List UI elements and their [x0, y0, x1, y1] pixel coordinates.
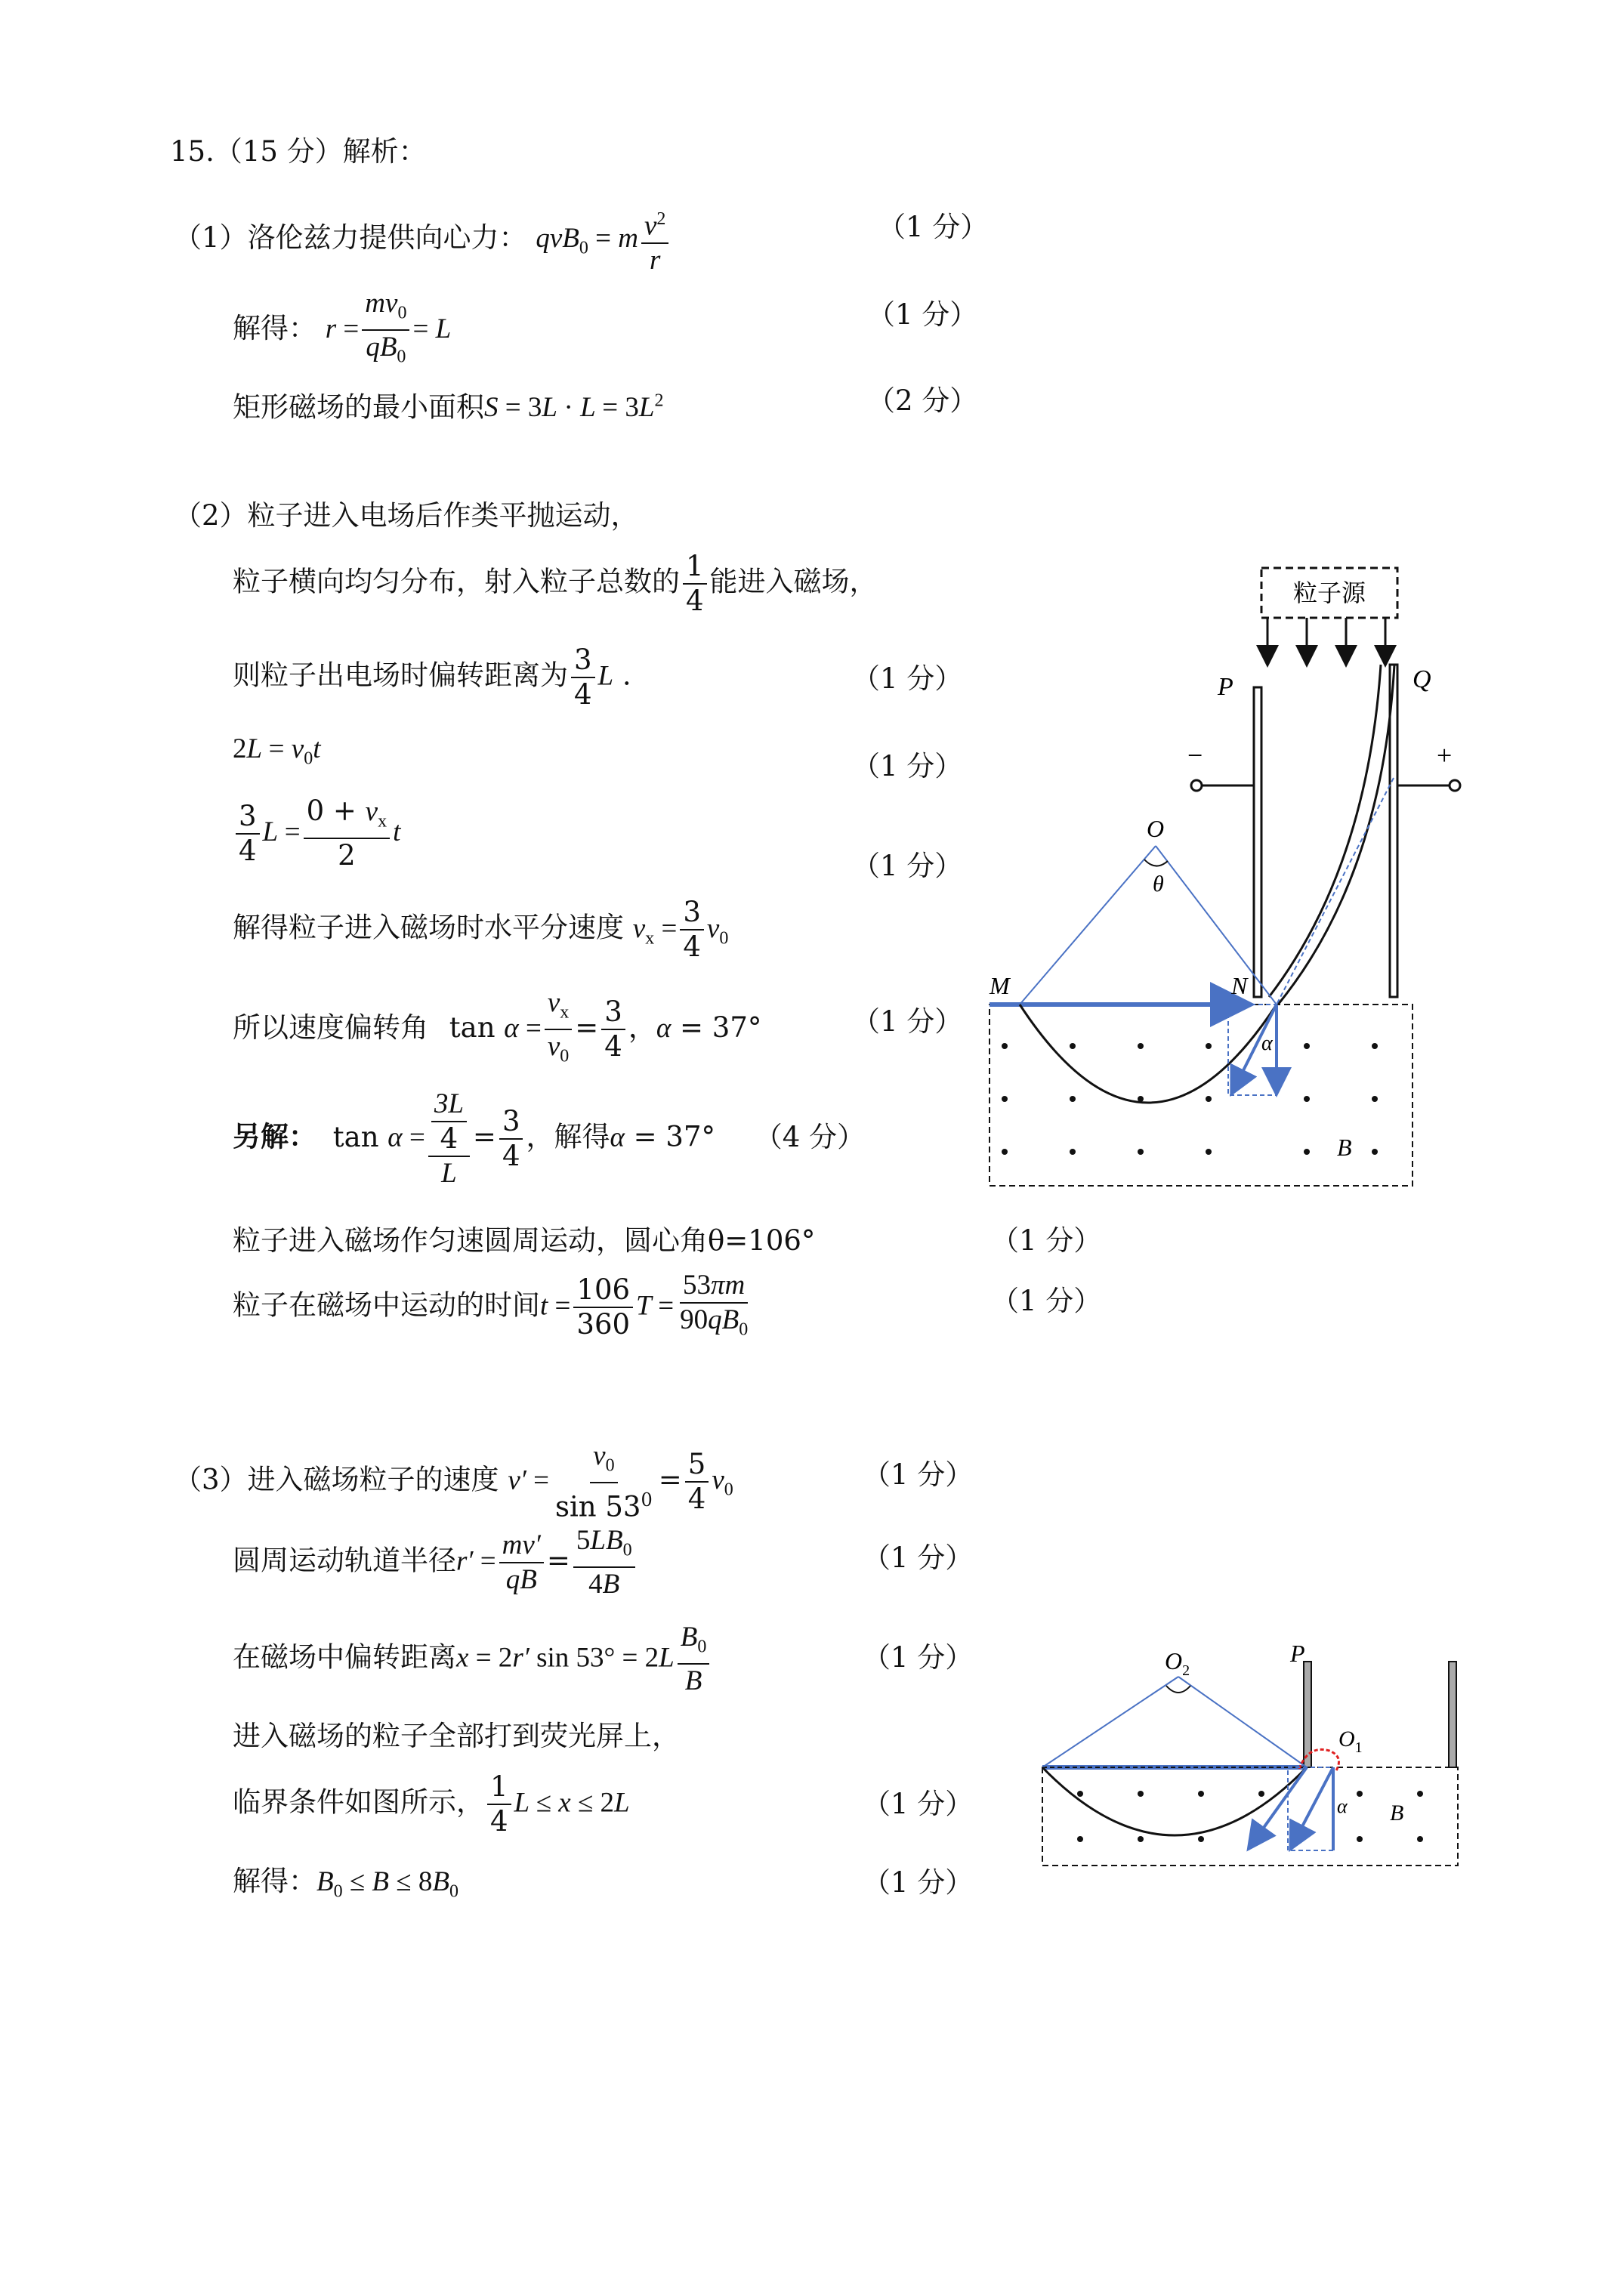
- p2-alt-mid: ，解得: [526, 1120, 610, 1153]
- p2-line4: $2L = v_0t$: [233, 733, 321, 769]
- p2-line3-score: （1 分）: [852, 662, 963, 695]
- figure-2: [1035, 1631, 1473, 1881]
- p1-line1: （1）洛伦兹力提供向心力： qvB$_0$ = m $\frac{v^2}{r}$: [174, 202, 672, 277]
- p3-line6-score: （1 分）: [863, 1866, 974, 1899]
- p2-line5-score: （1 分）: [852, 850, 963, 882]
- p2-line9-label: 粒子进入磁场作匀速圆周运动，圆心角: [233, 1224, 708, 1257]
- p3-line1-score: （1 分）: [863, 1458, 974, 1491]
- svg-text:+: +: [1437, 740, 1453, 770]
- p1-line1-score: （1 分）: [878, 211, 989, 243]
- p3-line3-label: 在磁场中偏转距离: [233, 1640, 456, 1674]
- p2-line10: 粒子在磁场中运动的时间t = $\frac{106}{360}$ T = $\frac{53\pi m}{90qB_0}$: [233, 1270, 749, 1341]
- p2-line9-val: θ=106°: [708, 1224, 816, 1257]
- p2-line4-score: （1 分）: [852, 750, 963, 782]
- p1-line2: 解得： r = $\frac{mv_0}{qB_0}$ = L: [233, 288, 452, 367]
- p3-line5: 临界条件如图所示， $\frac{1}{4}$ L ≤ x ≤ 2L: [233, 1770, 630, 1838]
- p1-line3-label: 矩形磁场的最小面积: [233, 390, 484, 424]
- p2-line5: $\frac{3}{4}$ L = $\frac{0 + v_x}{2}$ t: [233, 795, 400, 872]
- svg-text:B: B: [1390, 1801, 1404, 1825]
- p2-line10-score: （1 分）: [991, 1285, 1102, 1317]
- p2-line9-score: （1 分）: [991, 1224, 1102, 1257]
- p2-line2-a: 粒子横向均匀分布，射入粒子总数的: [233, 565, 680, 598]
- svg-text:N: N: [1231, 972, 1248, 999]
- svg-text:α: α: [1337, 1795, 1348, 1817]
- p2-line7: 所以速度偏转角 tan α = $\frac{v_x}{v_0}$ = $\frac{3}{4}$ ，α = 37°: [233, 987, 762, 1066]
- p1-line2-score: （1 分）: [867, 298, 978, 331]
- svg-text:B: B: [1337, 1134, 1352, 1161]
- p3-line3: 在磁场中偏转距离x = 2r′ sin 53° = 2L $\frac{B_0}{B}$: [233, 1621, 712, 1698]
- p3-line5-score: （1 分）: [863, 1788, 974, 1820]
- p2-line6-label: 解得粒子进入磁场时水平分速度: [233, 911, 624, 944]
- p2-alt: 另解： tan α = $\frac{\frac{3L}{4}}{L}$ = $\frac{3}{4}$ ，解得α = 37° （4 分）: [233, 1088, 866, 1189]
- p3-line2-label: 圆周运动轨道半径: [233, 1544, 456, 1577]
- p2-line3-a: 则粒子出电场时偏转距离为: [233, 659, 568, 692]
- p2-line7-label: 所以速度偏转角: [233, 1011, 428, 1044]
- p2-line9: [233, 1224, 815, 1258]
- problem-title: 15.（15 分）解析：: [170, 135, 427, 168]
- svg-text:α: α: [1261, 1032, 1273, 1055]
- p3-line4: 进入磁场的粒子全部打到荧光屏上，: [233, 1720, 680, 1752]
- svg-text:P: P: [1290, 1640, 1305, 1667]
- svg-text:θ: θ: [1153, 872, 1164, 897]
- p3-line5-label: 临界条件如图所示，: [233, 1785, 484, 1819]
- p1-line2-label: 解得：: [233, 311, 316, 344]
- svg-text:−: −: [1187, 740, 1203, 770]
- p2-line1: （2）粒子进入电场后作类平抛运动，: [174, 499, 639, 532]
- p2-alt-label: 另解：: [233, 1119, 316, 1153]
- p2-alt-score: （4 分）: [754, 1120, 866, 1153]
- p2-line10-label: 粒子在磁场中运动的时间: [233, 1288, 540, 1322]
- p1-line3: 矩形磁场的最小面积$S = 3L \cdot L = 3L^2$: [233, 390, 664, 424]
- svg-text:M: M: [990, 972, 1010, 999]
- p3-line2-score: （1 分）: [863, 1542, 974, 1574]
- figure-1: [974, 551, 1473, 1161]
- p1-line1-label: （1）洛伦兹力提供向心力：: [174, 221, 527, 255]
- p2-line7-score: （1 分）: [852, 1005, 963, 1038]
- p2-line2-b: 能进入磁场，: [709, 565, 878, 598]
- svg-text:O2: $O_2$: [1165, 1647, 1190, 1679]
- p3-line1: （3）进入磁场粒子的速度 v′ = $\frac{v_0}{\sin 53^0}$ = $\frac{5}{4}$ $v_0$: [174, 1440, 733, 1523]
- p3-line6: 解得：$B_0 \le B \le 8B_0$: [233, 1865, 458, 1902]
- svg-text:O1: $O_1$: [1338, 1727, 1363, 1756]
- svg-text:Q: Q: [1413, 665, 1431, 693]
- p2-line2: 粒子横向均匀分布，射入粒子总数的 $\frac{1}{4}$ 能进入磁场，: [233, 550, 878, 617]
- p3-line1-label: （3）进入磁场粒子的速度: [174, 1463, 499, 1496]
- p2-line3: 则粒子出电场时偏转距离为 $\frac{3}{4}$ L .: [233, 643, 631, 711]
- svg-text:O: O: [1147, 815, 1165, 842]
- svg-text:P: P: [1218, 673, 1233, 701]
- p3-line2: 圆周运动轨道半径r′ = $\frac{mv'}{qB}$ = $\frac{5LB_0}{4B}$: [233, 1524, 638, 1601]
- p3-line3-score: （1 分）: [863, 1641, 974, 1674]
- source-label: 粒子源: [1292, 579, 1366, 606]
- p2-line6: 解得粒子进入磁场时水平分速度 $v_x$ = $\frac{3}{4}$ $v_0$: [233, 896, 729, 963]
- p3-line6-label: 解得：: [233, 1865, 316, 1897]
- p1-line3-score: （2 分）: [867, 384, 978, 417]
- plate-p: [1254, 687, 1261, 997]
